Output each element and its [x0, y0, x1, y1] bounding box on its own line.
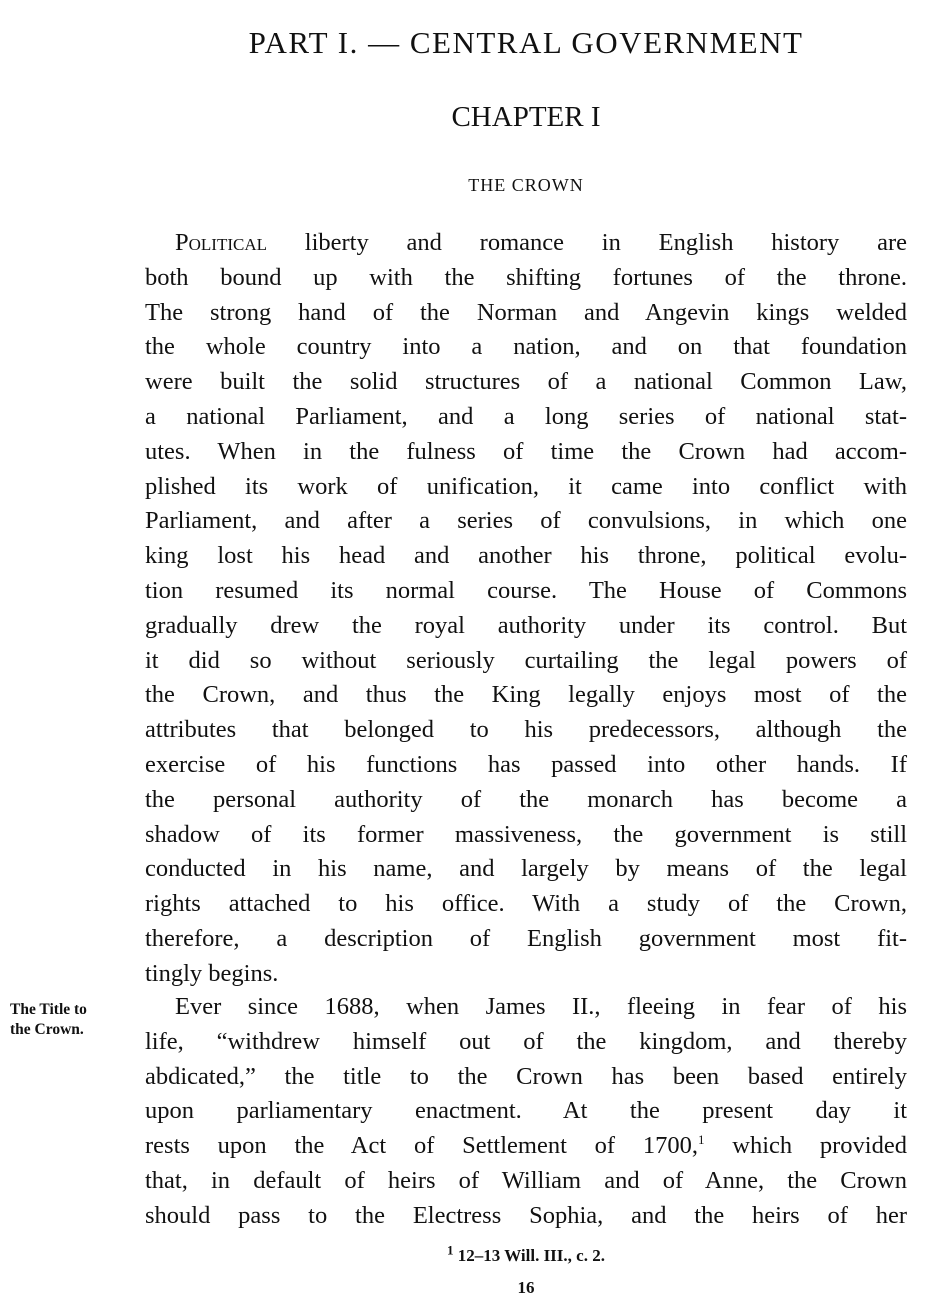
paragraph-line: the personal authority of the monarch has become a [145, 785, 907, 813]
paragraph-political-liberty [145, 226, 907, 992]
paragraph-line: rights attached to his office. With a study of the Crown, [145, 890, 907, 918]
paragraph-line: tingly begins. [145, 959, 279, 987]
line-text: which provided [704, 1132, 907, 1160]
chapter-title: CHAPTER I [451, 101, 601, 133]
paragraph-line: utes. When in the fulness of time the Crown had accom- [145, 437, 907, 465]
paragraph-line [145, 1129, 907, 1164]
paragraph-line: tion resumed its normal course. The House of Commons [145, 576, 907, 604]
paragraph-line: the whole country into a nation, and on that foundation [145, 333, 907, 361]
margin-note-line: the Crown. [10, 1021, 84, 1038]
paragraph-line: conducted in his name, and largely by means of the legal [145, 855, 907, 883]
paragraph-line: plished its work of unification, it came into conflict with [145, 472, 907, 500]
margin-note-line: The Title to [10, 1001, 87, 1018]
line-text: liberty and romance in English history are [267, 229, 907, 256]
paragraph-line: a national Parliament, and a long series of national stat- [145, 402, 907, 430]
paragraph-line: shadow of its former massiveness, the government is still [145, 820, 907, 848]
paragraph-line: upon parliamentary enactment. At the present day it [145, 1097, 907, 1125]
line-text: rests upon the Act of Settlement of 1700, [145, 1132, 698, 1160]
paragraph-line: abdicated,” the title to the Crown has been based entirely [145, 1062, 907, 1090]
footnote-reference[interactable]: 1 [697, 1132, 705, 1148]
paragraph-line: it did so without seriously curtailing the legal powers of [145, 646, 907, 674]
paragraph-line: life, “withdrew himself out of the kingdom, and thereby [145, 1027, 907, 1055]
paragraph-line: Parliament, and after a series of convulsions, in which one [145, 507, 907, 535]
paragraph-line: that, in default of heirs of William and of Anne, the Crown [145, 1166, 907, 1194]
part-title: PART I. — CENTRAL GOVERNMENT [248, 25, 804, 60]
paragraph-line: the Crown, and thus the King legally enjoys most of the [145, 681, 907, 709]
footnote-marker: 1 [447, 1242, 454, 1258]
section-title: THE CROWN [468, 175, 584, 195]
paragraph-line: should pass to the Electress Sophia, and the heirs of her [145, 1201, 907, 1229]
paragraph-line: both bound up with the shifting fortunes of the throne. [145, 263, 907, 291]
footnote [145, 1244, 907, 1268]
page-number: 16 [517, 1278, 535, 1297]
paragraph-line: Ever since 1688, when James II., fleeing in fear of his [175, 993, 907, 1020]
paragraph-line: attributes that belonged to his predecessors, although the [145, 716, 907, 744]
paragraph-title-to-crown [145, 990, 907, 1234]
footnote-text: 12–13 Will. III., c. 2. [453, 1246, 605, 1265]
margin-note-title-to-crown [10, 1000, 135, 1040]
paragraph-line: were built the solid structures of a national Common Law, [145, 368, 907, 396]
paragraph-line: king lost his head and another his throne, political evolu- [145, 542, 907, 570]
paragraph-line: gradually drew the royal authority under its control. But [145, 611, 907, 639]
paragraph-line: The strong hand of the Norman and Angevin kings welded [145, 298, 907, 326]
lead-word: Political [175, 229, 267, 256]
paragraph-line [145, 226, 907, 261]
paragraph-line: exercise of his functions has passed into other hands. If [145, 750, 907, 778]
paragraph-line: therefore, a description of English government most fit- [145, 924, 907, 952]
